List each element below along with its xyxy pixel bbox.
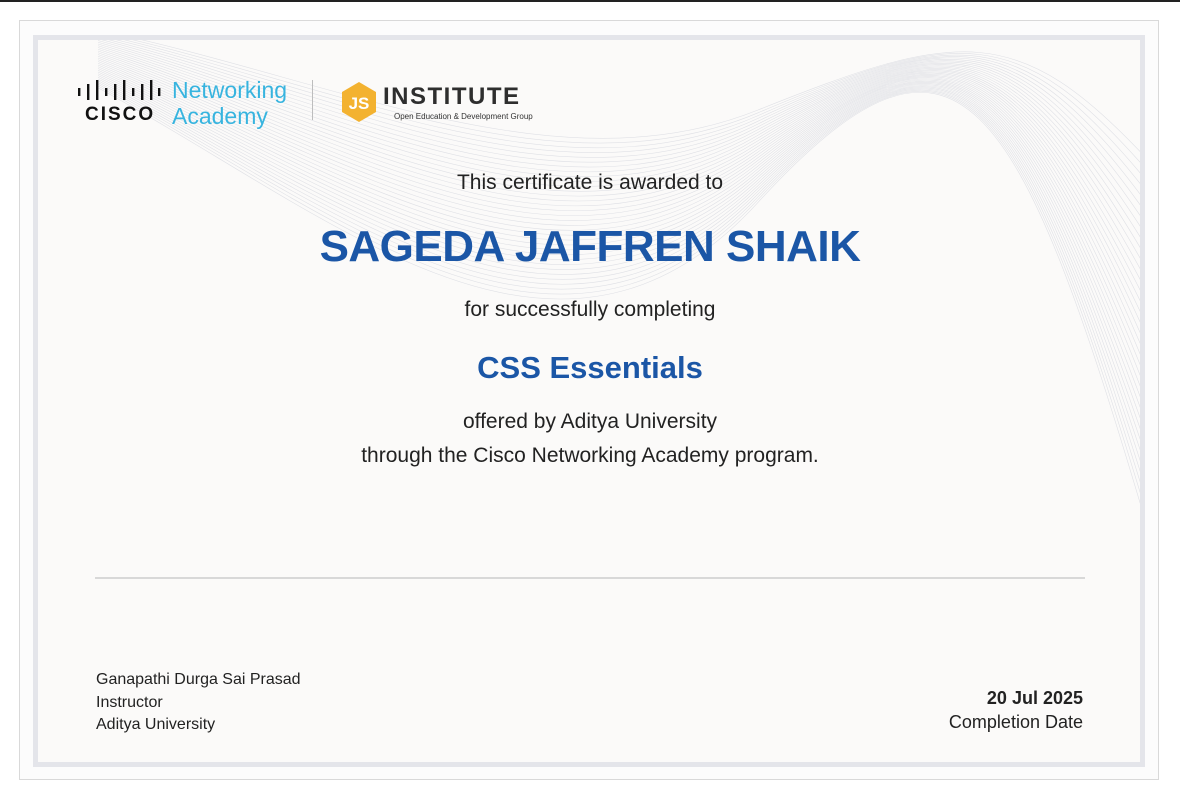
networking-word: Networking — [172, 77, 288, 103]
js-badge-text: JS — [348, 94, 370, 113]
networking-academy-wordmark — [172, 77, 312, 129]
institute-tagline: Open Education & Development Group — [394, 112, 533, 121]
wave-line — [98, 44, 1140, 250]
instructor-block — [96, 669, 301, 737]
completion-block — [949, 686, 1083, 735]
institute-wordmark: INSTITUTE — [383, 83, 521, 110]
instructor-institution: Aditya University — [96, 716, 216, 733]
completing-text: for successfully completing — [464, 298, 716, 321]
wave-line — [98, 42, 1140, 238]
cisco-wordmark: CISCO — [85, 104, 156, 125]
signature-divider — [95, 577, 1085, 579]
awarded-text: This certificate is awarded to — [456, 171, 724, 194]
academy-word: Academy — [172, 103, 268, 129]
recipient-name: SAGEDA JAFFREN SHAIK — [319, 222, 861, 271]
cisco-bridge-icon — [77, 79, 161, 101]
completion-date-label: Completion Date — [948, 712, 1083, 732]
course-title: CSS Essentials — [477, 350, 703, 385]
top-border-rule — [0, 0, 1180, 2]
instructor-name: Ganapathi Durga Sai Prasad — [96, 671, 301, 688]
completion-date: 20 Jul 2025 — [986, 688, 1083, 708]
offered-by-text: offered by Aditya University — [462, 410, 718, 433]
js-institute-badge-icon — [339, 81, 379, 123]
decorative-wave-pattern — [38, 40, 1140, 762]
instructor-role: Instructor — [96, 693, 163, 711]
program-text: through the Cisco Networking Academy program. — [361, 444, 819, 467]
wave-line — [98, 41, 1140, 228]
logo-divider — [312, 80, 313, 120]
certificate-inner-frame — [33, 35, 1145, 767]
